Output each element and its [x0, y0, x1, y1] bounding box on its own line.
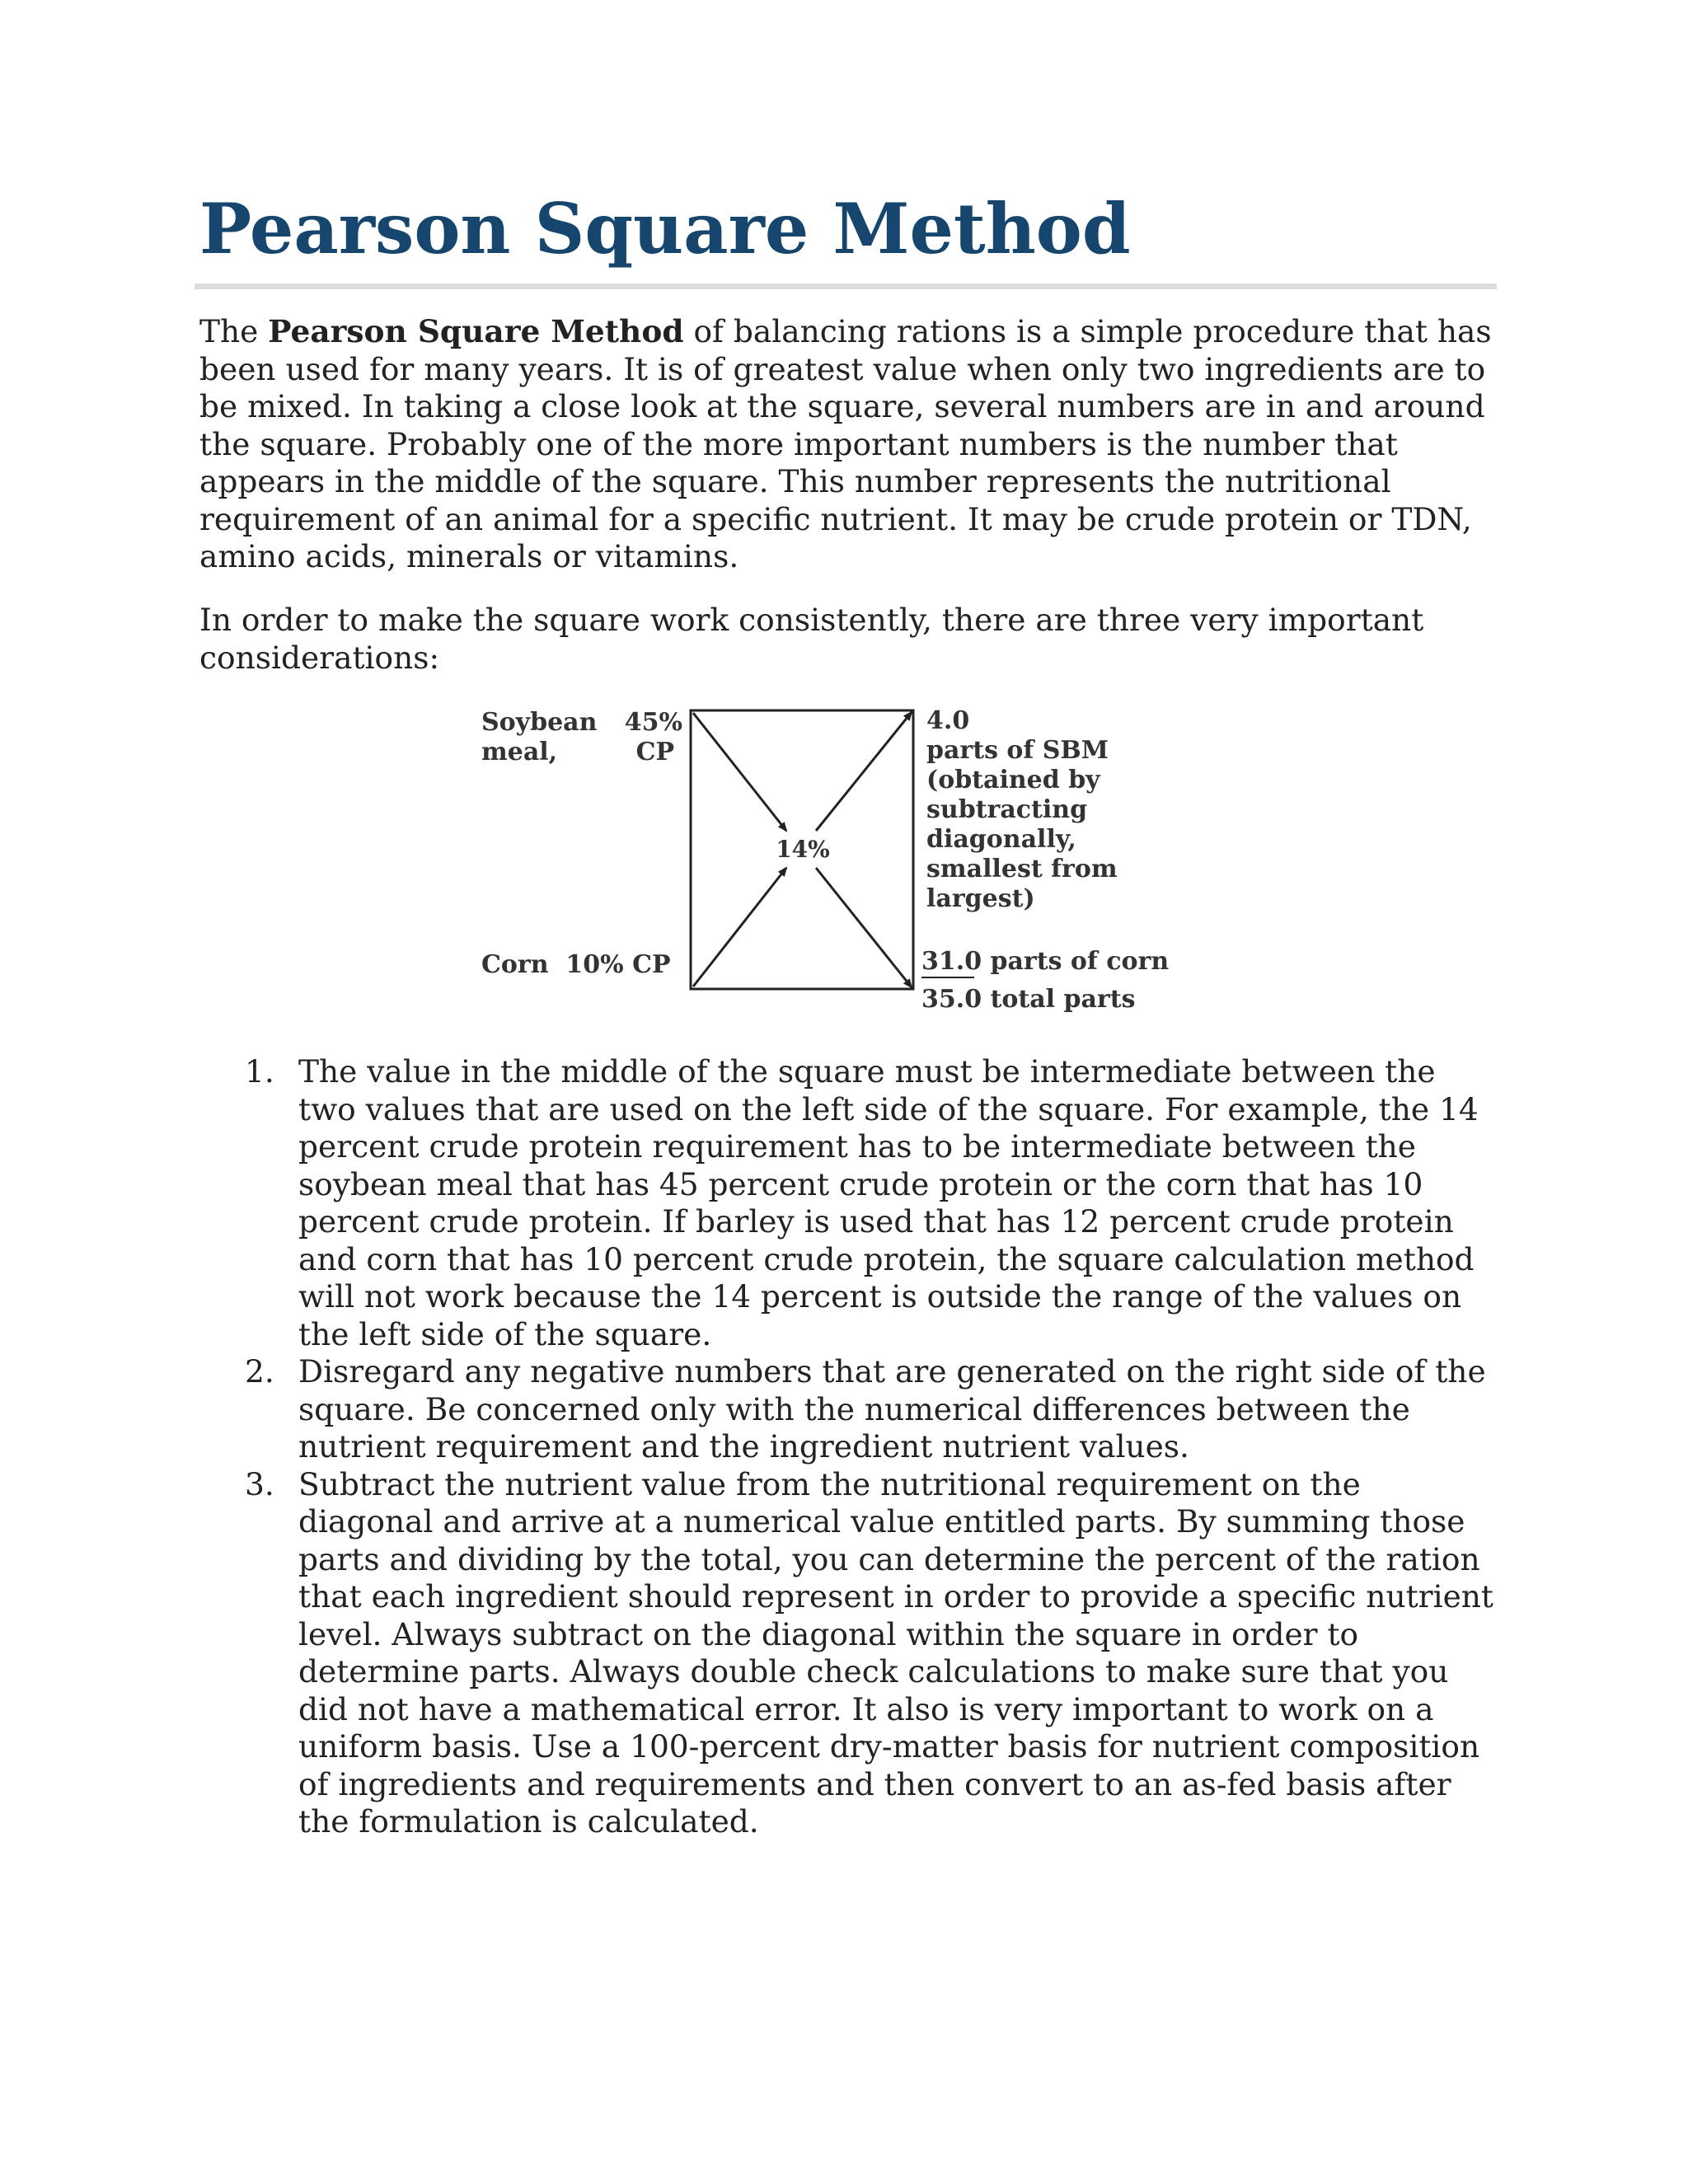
considerations-list — [199, 1053, 1502, 1841]
soybean-value-line1: 45% — [624, 708, 682, 737]
corn-parts-label: 31.0 parts of corn — [921, 947, 1170, 976]
parts-line-2: parts of SBM — [926, 736, 1109, 765]
soybean-label-line1: Soybean — [481, 708, 598, 737]
diagonal-arrow-bottom-left — [693, 868, 786, 987]
parts-line-3: (obtained by — [926, 766, 1100, 794]
requirement-center-value: 14% — [776, 836, 830, 863]
intro-rest: of balancing rations is a simple procedure that has been used for many years. It is of greatest value when only two ingredients are to be mixed. In taking a close look at the square, several numbers are in and around the square. Probably one of the more important numbers is the number that appears in the middle of the square. This number represents the nutritional requirement of an animal for a specific nutrient. It may be crude protein or TDN, amino acids, minerals or vitamins. — [199, 313, 1492, 574]
parts-line-6: smallest from — [926, 855, 1118, 883]
soybean-parts-label — [926, 706, 1118, 913]
total-parts-label: 35.0 total parts — [921, 985, 1136, 1014]
intro-lead: The — [199, 313, 269, 349]
list-item-text: Subtract the nutrient value from the nutritional requirement on the diagonal and arrive at a numerical value entitled parts. By summing those parts and dividing by the total, you can determine the percent of the ration that each ingredient should represent in order to provide a specific nutrient level. Always subtract on the diagonal within the square in order to determine parts. Always double check calculations to make sure that you did not have a mathematical error. It also is very important to work on a uniform basis. Use a 100-percent dry-matter basis for nutrient composition of ingredients and requirements and then convert to an as-fed basis after the formulation is calculated. — [298, 1465, 1493, 1840]
page-title: Pearson Square Method — [199, 188, 1131, 269]
list-item-text: Disregard any negative numbers that are generated on the right side of the square. Be concerned only with the numerical differences between the nutrient requirement and the ingredient nutrient values. — [298, 1353, 1486, 1465]
parts-line-5: diagonally, — [926, 825, 1076, 854]
corn-label: Corn 10% CP — [481, 950, 671, 979]
parts-line-1: 4.0 — [926, 706, 970, 735]
list-item-number: 3. — [245, 1465, 274, 1502]
diagonal-arrow-top-left — [693, 713, 786, 831]
diagonal-arrow-to-bottom-right — [816, 868, 912, 987]
parts-line-4: subtracting — [926, 795, 1088, 824]
soybean-label-line2: meal, — [481, 738, 558, 766]
intro-paragraph — [199, 313, 1502, 576]
list-item-text: The value in the middle of the square must be intermediate between the two values that are used on the left side of the square. For example, the 14 percent crude protein requirement has to be intermediate between the soybean meal that has 45 percent crude protein or the corn that has 10 percent crude protein. If barley is used that has 12 percent crude protein and corn that has 10 percent crude protein, the square calculation method will not work because the 14 percent is outside the range of the values on the left side of the square. — [298, 1053, 1479, 1352]
pearson-square-diagram — [470, 701, 1179, 1030]
list-item — [199, 1053, 1502, 1353]
list-item-number: 2. — [245, 1353, 274, 1390]
list-item — [199, 1466, 1502, 1841]
title-divider — [195, 284, 1497, 289]
list-item-number: 1. — [245, 1053, 274, 1090]
list-item — [199, 1353, 1502, 1466]
considerations-paragraph: In order to make the square work consistently, there are three very important considerations: — [199, 602, 1424, 676]
parts-line-7: largest) — [926, 884, 1035, 913]
soybean-value-line2: CP — [635, 738, 674, 766]
intro-bold-term: Pearson Square Method — [268, 313, 684, 349]
diagonal-arrow-to-top-right — [816, 712, 912, 831]
